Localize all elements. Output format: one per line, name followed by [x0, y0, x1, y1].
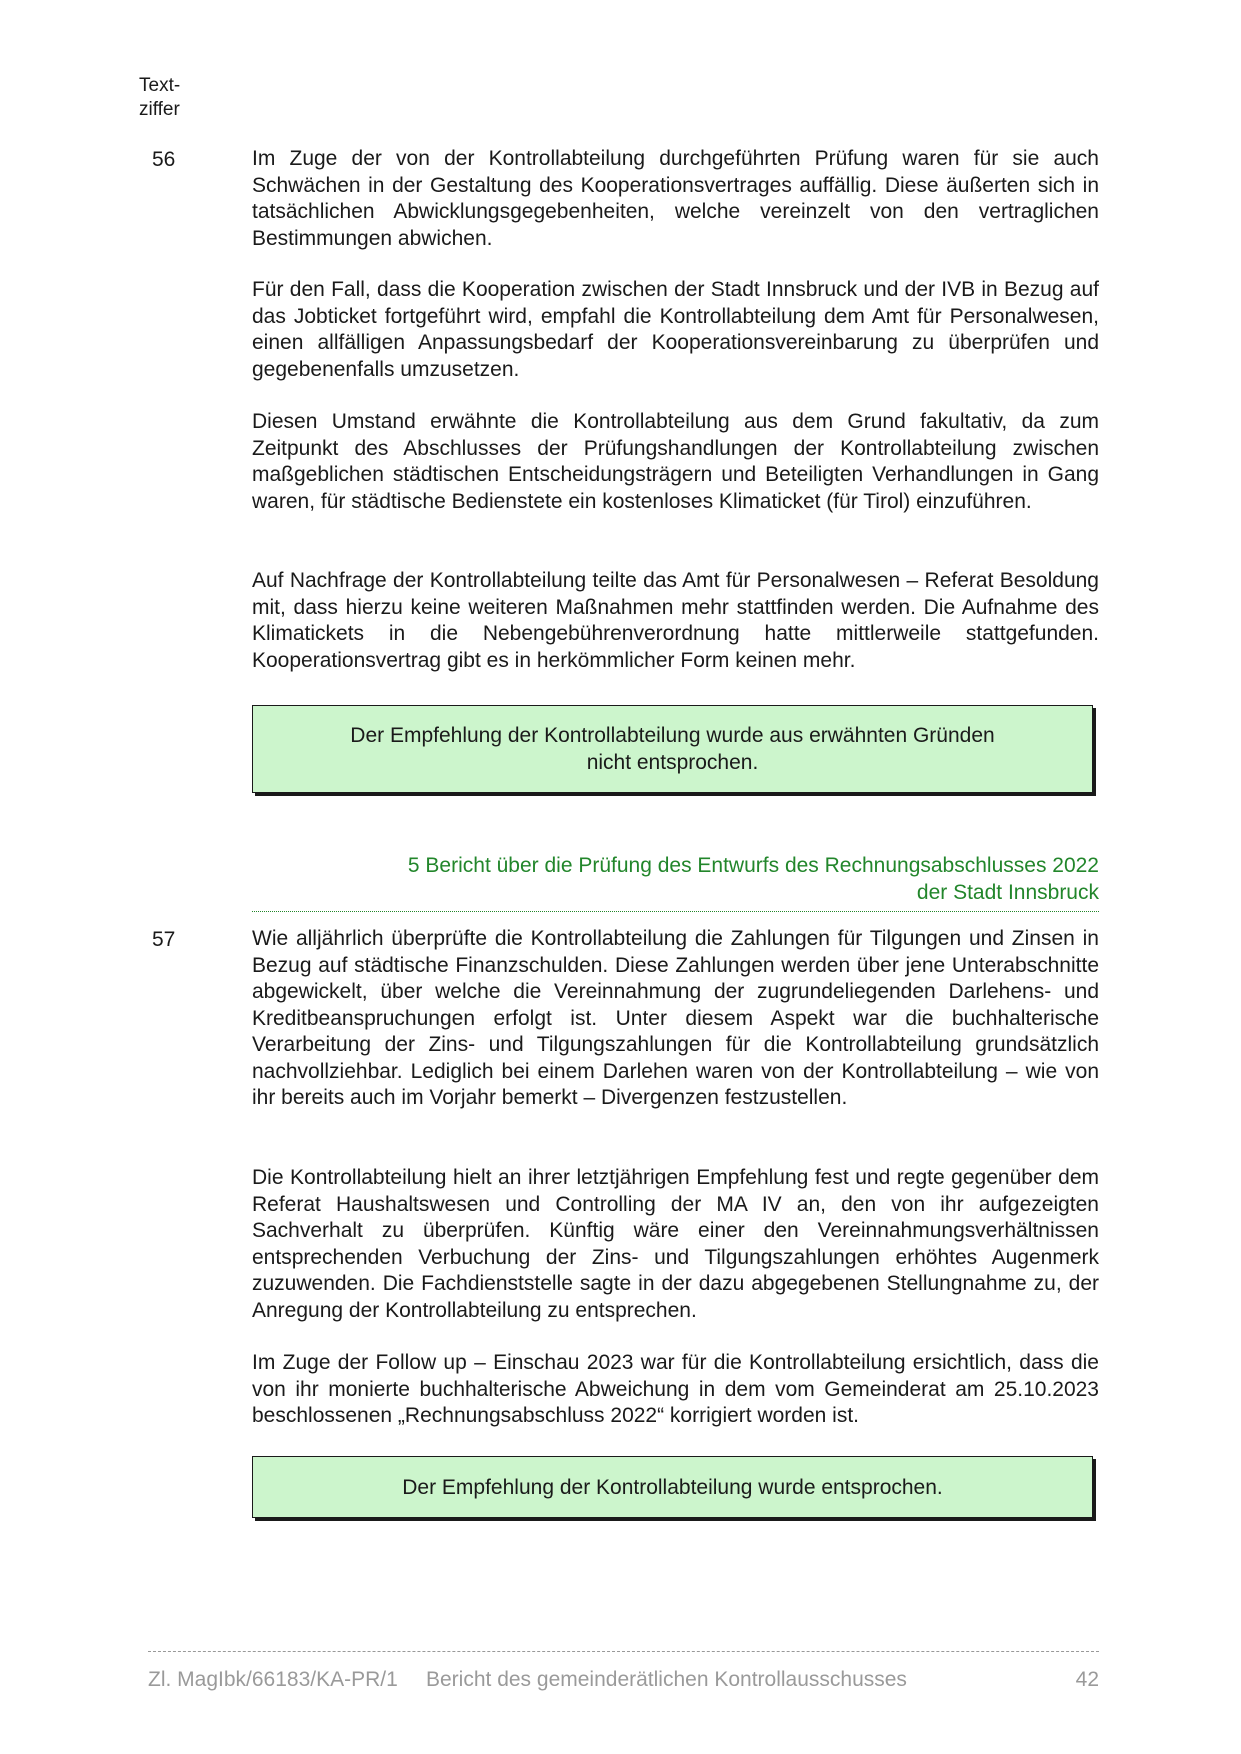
recommendation-result-line2: nicht entsprochen.	[586, 751, 759, 774]
paragraph: Auf Nachfrage der Kontrollabteilung teilte das Amt für Personalwesen – Referat Besoldung mit, dass hierzu keine weiteren Maßnahmen mehr stattfinden werden. Die Aufnahme des Klimatickets in die Nebengebührenverordnung hatte mittlerweile stattgefunden. Kooperationsvertrag gibt es in herkömmlicher Form keinen mehr.	[252, 569, 1099, 672]
recommendation-result-line1: Der Empfehlung der Kontrollabteilung wurde aus erwähnten Gründen	[350, 724, 995, 747]
footer-title: Bericht des gemeinderätlichen Kontrollausschusses	[426, 1668, 907, 1691]
heading-divider	[252, 911, 1099, 912]
section-56-body-3	[252, 409, 1099, 515]
paragraph: Für den Fall, dass die Kooperation zwischen der Stadt Innsbruck und der IVB in Bezug auf das Jobticket fortgeführt wird, empfahl die Kontrollabteilung dem Amt für Personalwesen, einen allfälligen Anpassungsbedarf der Kooperationsvereinbarung zu überprüfen und gegebenenfalls umzusetzen.	[252, 278, 1099, 381]
section-57-body	[252, 926, 1099, 1112]
footer-divider	[148, 1651, 1099, 1652]
recommendation-result-box	[252, 705, 1093, 793]
margin-label-line2: ziffer	[139, 99, 180, 120]
section-56-body-4	[252, 568, 1099, 674]
page-number: 42	[1075, 1668, 1099, 1691]
section-56-body	[252, 146, 1099, 252]
paragraph: Wie alljährlich überprüfte die Kontrollabteilung die Zahlungen für Tilgungen und Zinsen in Bezug auf städtische Finanzschulden. Diese Zahlungen werden über jene Unterabschnitte abgewickelt, über welche die Vereinnahmung der zugrundeliegenden Darlehens- und Kreditbeanspruchungen erfolgt ist. Unter diesem Aspekt war die buchhalterische Verarbeitung der Zins- und Tilgungszahlungen für die Kontrollabteilung grundsätzlich nachvollziehbar. Lediglich bei einem Darlehen waren von der Kontrollabteilung – wie von ihr bereits auch im Vorjahr bemerkt – Divergenzen festzustellen.	[252, 927, 1099, 1109]
section-57-body-2	[252, 1165, 1099, 1324]
section-56-body-2	[252, 277, 1099, 383]
recommendation-result-text: Der Empfehlung der Kontrollabteilung wurde entsprochen.	[402, 1476, 943, 1499]
paragraph: Im Zuge der von der Kontrollabteilung durchgeführten Prüfung waren für sie auch Schwächen in der Gestaltung des Kooperationsvertrages auffällig. Diese äußerten sich in tatsächlichen Abwicklungsgegebenheiten, welche vereinzelt von den vertraglichen Bestimmungen abwichen.	[252, 147, 1099, 250]
text-number-56: 56	[152, 148, 176, 171]
section-57-body-3	[252, 1350, 1099, 1430]
paragraph: Die Kontrollabteilung hielt an ihrer letztjährigen Empfehlung fest und regte gegenüber dem Referat Haushaltswesen und Controlling der MA IV an, den von ihr aufgezeigten Sachverhalt zu überprüfen. Künftig wäre einer den Vereinnahmungsverhältnissen entsprechenden Verbuchung der Zins- und Tilgungszahlungen erhöhtes Augenmerk zuzuwenden. Die Fachdienststelle sagte in der dazu abgegebenen Stellungnahme zu, der Anregung der Kontrollabteilung zu entsprechen.	[252, 1166, 1099, 1322]
recommendation-result-box-2	[252, 1456, 1093, 1518]
margin-label-line1: Text-	[139, 75, 181, 96]
chapter-heading	[252, 852, 1099, 906]
paragraph: Diesen Umstand erwähnte die Kontrollabteilung aus dem Grund fakultativ, da zum Zeitpunkt des Abschlusses der Prüfungshandlungen der Kontrollabteilung zwischen maßgeblichen städtischen Entscheidungsträgern und Beteiligten Verhandlungen in Gang waren, für städtische Bedienstete ein kostenloses Klimaticket (für Tirol) einzuführen.	[252, 410, 1099, 513]
chapter-heading-line1: 5 Bericht über die Prüfung des Entwurfs des Rechnungsabschlusses 2022	[407, 854, 1099, 877]
footer-reference: Zl. MagIbk/66183/KA-PR/1	[148, 1668, 398, 1691]
margin-label	[139, 74, 180, 122]
chapter-heading-line2: der Stadt Innsbruck	[916, 881, 1099, 904]
text-number-57: 57	[152, 928, 176, 951]
paragraph: Im Zuge der Follow up – Einschau 2023 war für die Kontrollabteilung ersichtlich, dass die von ihr monierte buchhalterische Abweichung in dem vom Gemeinderat am 25.10.2023 beschlossenen „Rechnungsabschluss 2022“ korrigiert worden ist.	[252, 1351, 1099, 1427]
